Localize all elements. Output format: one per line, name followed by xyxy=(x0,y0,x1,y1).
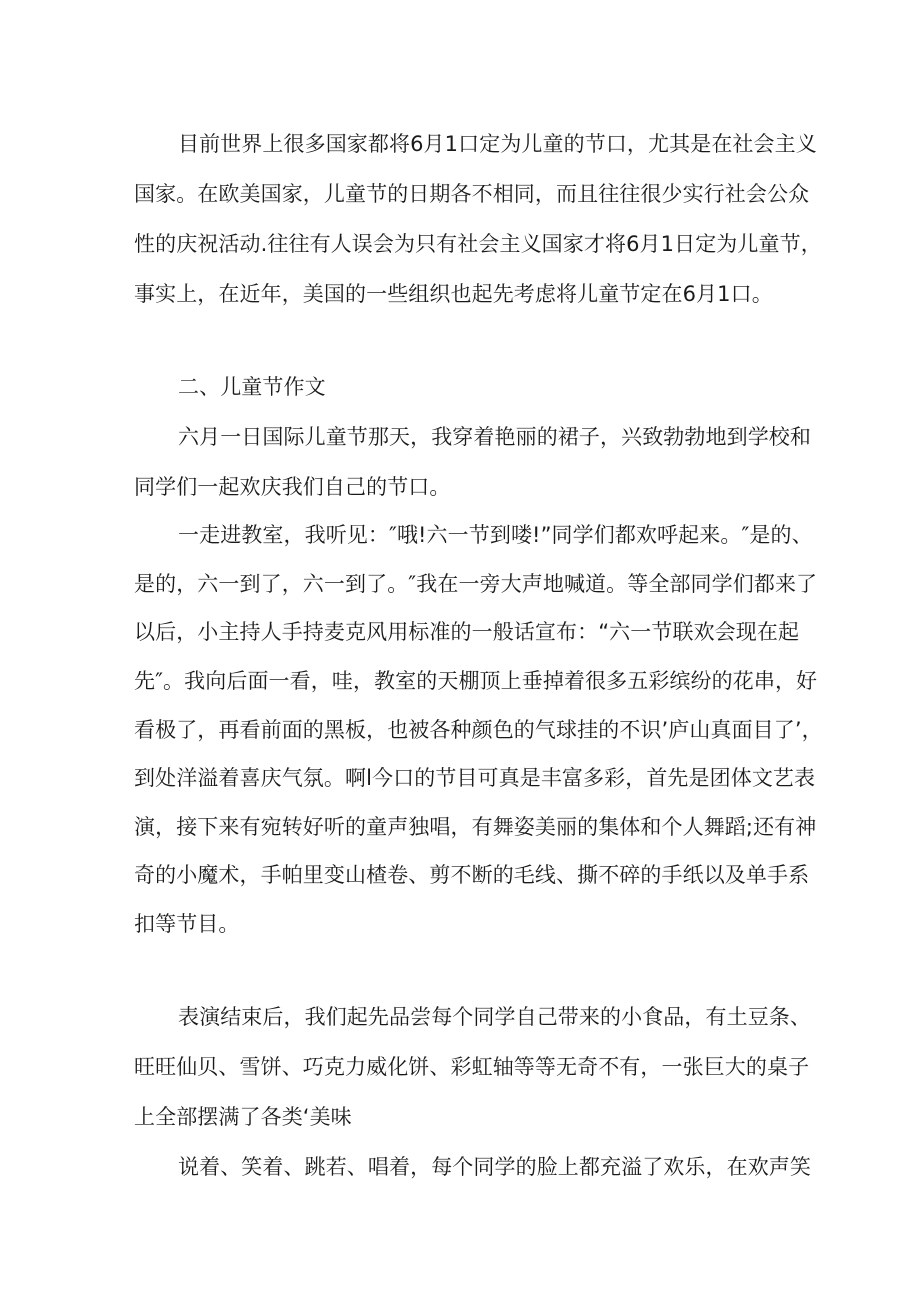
text-line: 扣等节目。 xyxy=(134,912,240,936)
text-line: 说着、笑着、跳若、唱着，每个同学的脸上都充溢了欢乐，在欢声笑 xyxy=(178,1155,811,1179)
text-line: 上全部摆满了各类‘美味 xyxy=(134,1105,352,1129)
text-line: 一走进教室，我听见：″哦!六一节到喽!”同学们都欢呼起来。″是的、 xyxy=(178,523,813,547)
text-line: 六月一日国际儿童节那天，我穿着艳丽的裙子，兴致勃勃地到学校和 xyxy=(178,425,811,449)
text-line: 演，接下来有宛转好听的童声独唱，有舞姿美丽的集体和个人舞蹈;还有神 xyxy=(134,815,817,839)
text-line: 看极了，再看前面的黑板，也被各种颜色的气球挂的不识’庐山真面目了’， xyxy=(134,718,823,742)
text-line: 事实上，在近年，美国的一些组织也起先考虑将儿童节定在6月1口。 xyxy=(134,282,773,306)
text-line: 表演结束后，我们起先品尝每个同学自己带来的小食品，有土豆条、 xyxy=(178,1005,811,1029)
text-line: 旺旺仙贝、雪饼、巧克力威化饼、彩虹轴等等无奇不有，一张巨大的桌子 xyxy=(134,1055,810,1079)
text-line: 奇的小魔术，手帕里变山楂卷、剪不断的毛线、撕不碎的手纸以及单手系 xyxy=(134,863,810,887)
text-line: 国家。在欧美国家，儿童节的日期各不相同，而且往往很少实行社会公众 xyxy=(134,182,810,206)
text-line: 是的，六一到了，六一到了。″我在一旁大声地喊道。等全部同学们都来了 xyxy=(134,572,818,596)
section-heading: 二、儿童节作文 xyxy=(178,375,326,399)
text-line: 先″。我向后面一看，哇，教室的天棚顶上垂掉着很多五彩缤纷的花串，好 xyxy=(134,669,818,693)
text-line: 以后，小主持人手持麦克风用标准的一般话宣布：“六一节联欢会现在起 xyxy=(134,620,800,644)
text-line: 性的庆祝活动.往往有人误会为只有社会主义国家才将6月1日定为儿童节， xyxy=(134,232,822,256)
text-line: 目前世界上很多国家都将6月1口定为儿童的节口，尤其是在社会主义 xyxy=(178,132,817,156)
text-line: 到处洋溢着喜庆气氛。啊l今口的节目可真是丰富多彩，首先是团体文艺表 xyxy=(134,766,816,790)
text-line: 同学们一起欢庆我们自己的节口。 xyxy=(134,475,451,499)
